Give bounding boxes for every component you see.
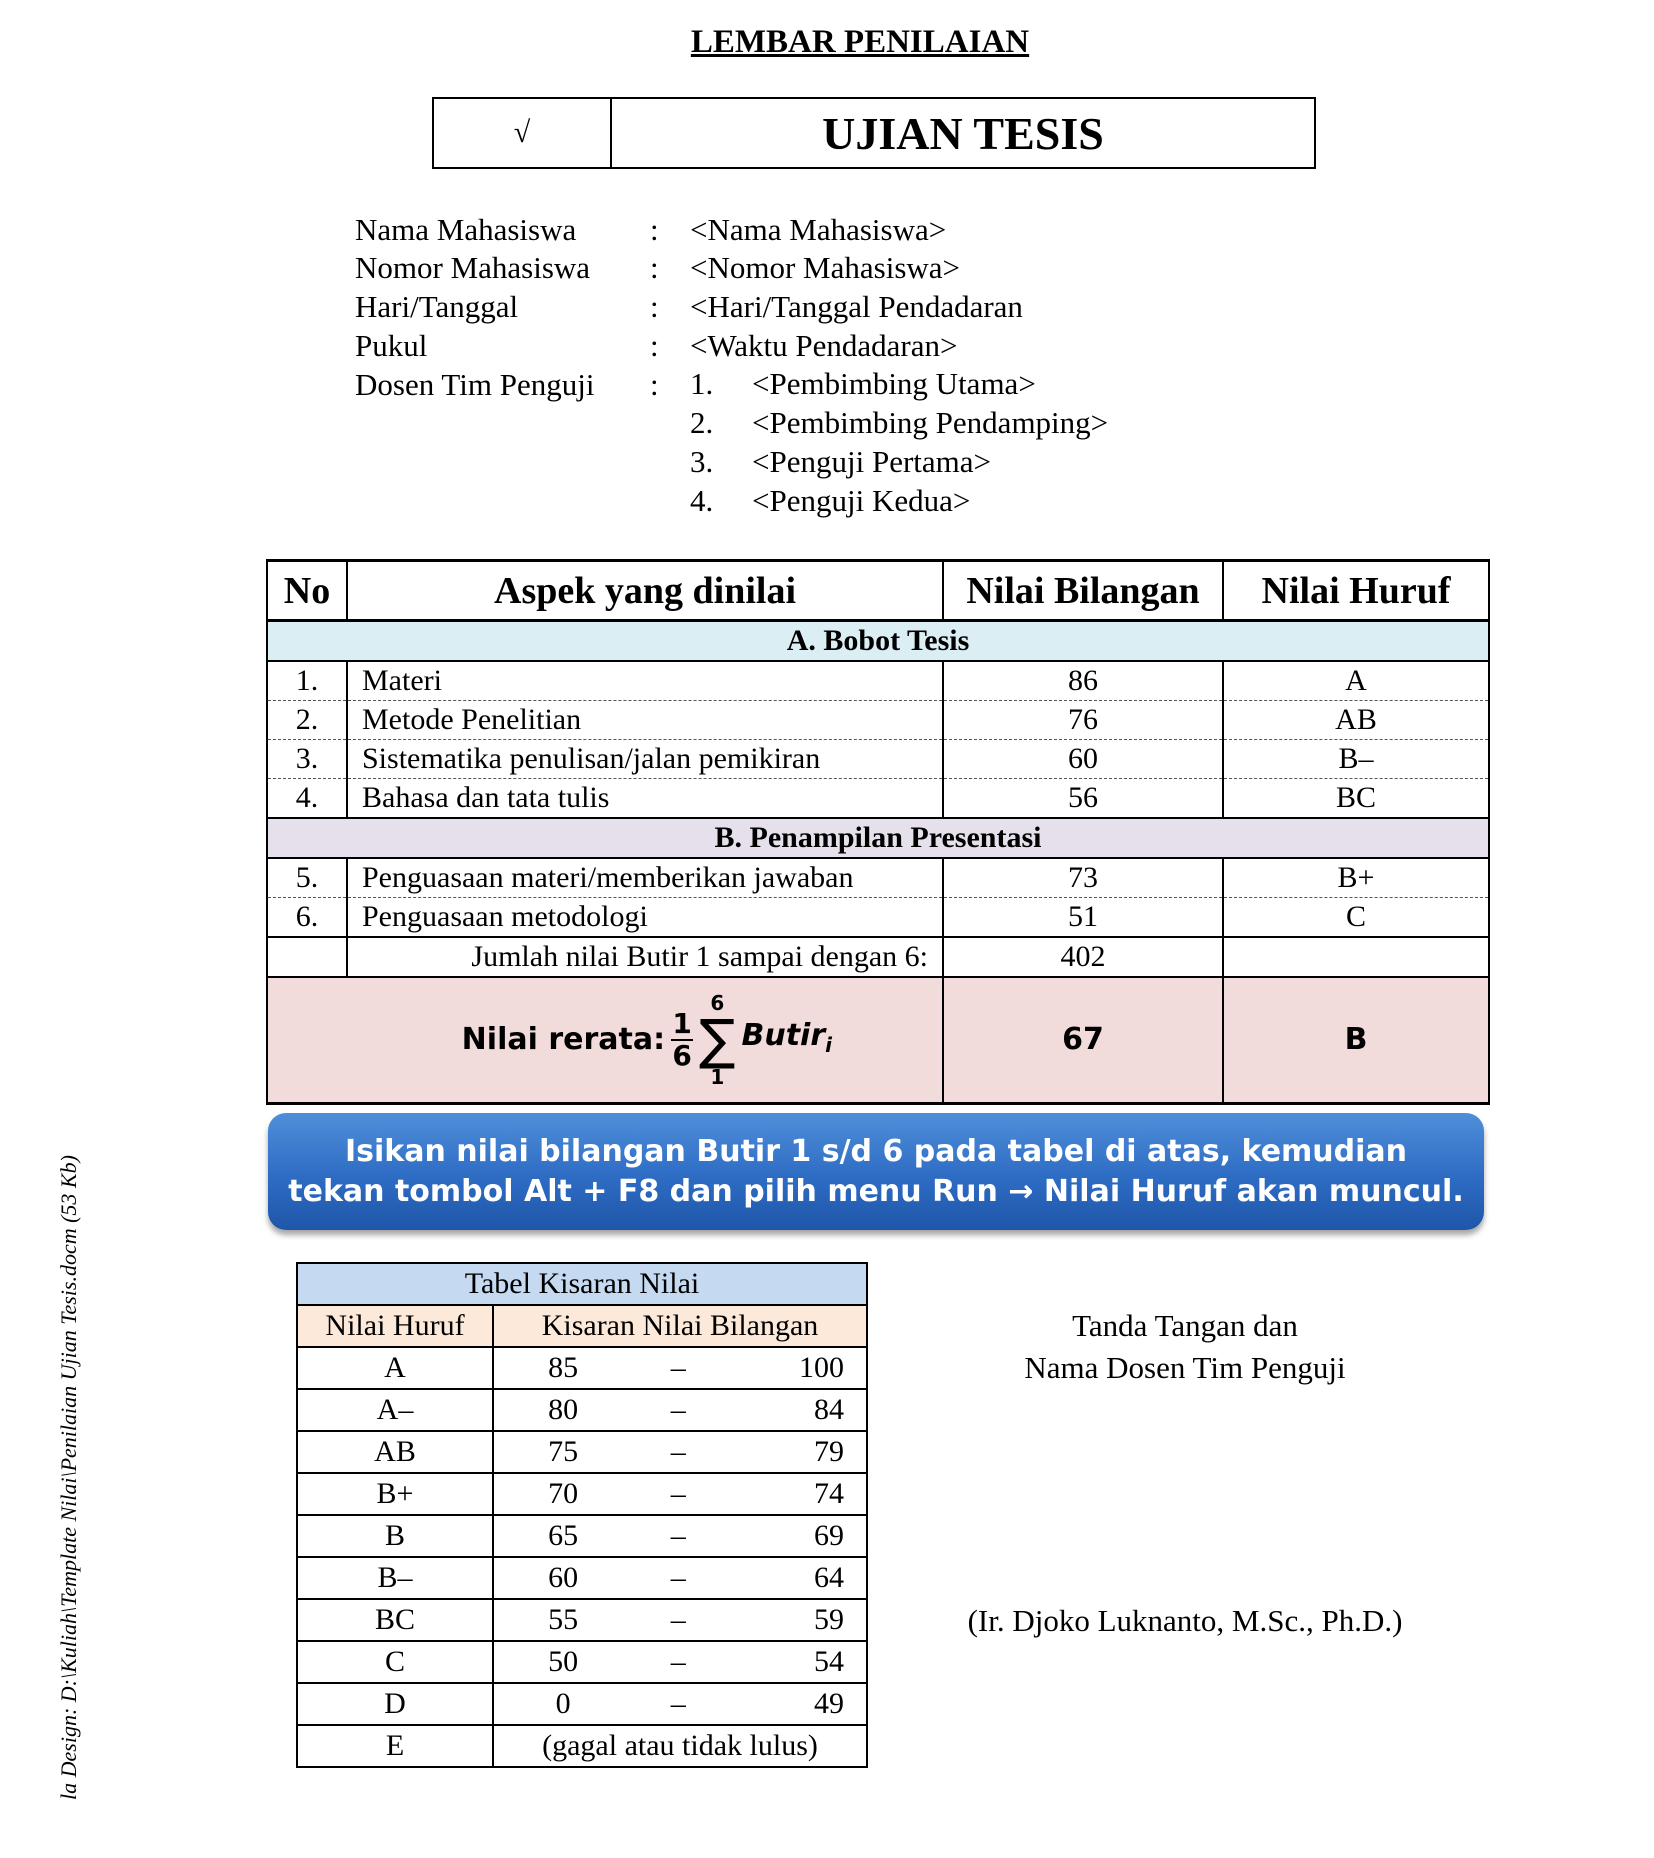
banner-line-1: Isikan nilai bilangan Butir 1 s/d 6 pada tabel di atas, kemudian [344,1133,1408,1169]
sum-upper-limit: 6 [710,991,725,1015]
exam-name: UJIAN TESIS [822,107,1104,159]
section-b-title: B. Penampilan Presentasi [267,818,1489,858]
sigma-icon: ∑ [699,1008,736,1071]
range-cell [493,1473,867,1515]
range-min: 50 [548,1645,579,1678]
sum-term-subscript: i [825,1032,832,1057]
info-colon: : [650,250,659,285]
average-label-cell [267,977,943,1104]
summation [699,993,735,1087]
examiner-name: <Pembimbing Utama> [752,366,1036,401]
range-letter: AB [297,1431,493,1473]
section-b-row [267,818,1489,858]
total-label: Jumlah nilai Butir 1 sampai dengan 6: [347,937,943,977]
range-fail-text: (gagal atau tidak lulus) [493,1725,867,1767]
range-max: 84 [814,1393,844,1426]
range-max: 59 [814,1603,844,1636]
info-colon: : [650,289,659,324]
table-row [267,898,1489,938]
range-cell [493,1347,867,1389]
range-letter: B [297,1515,493,1557]
range-max: 54 [814,1645,844,1678]
examiner-name: <Pembimbing Pendamping> [752,405,1109,440]
grade-range-table [296,1262,868,1768]
examiner-item [690,405,1108,441]
info-label: Dosen Tim Penguji [355,367,595,402]
info-label: Nomor Mahasiswa [355,250,591,285]
row-aspect: Sistematika penulisan/jalan pemikiran [347,740,943,779]
examiner-number: 3. [690,444,714,479]
header-no: No [267,561,347,621]
table-row [267,661,1489,701]
row-no: 2. [267,701,347,740]
row-letter: B+ [1223,858,1489,898]
range-min: 65 [548,1519,579,1552]
examiner-item [690,366,1036,402]
range-letter: A [297,1347,493,1389]
total-value: 402 [943,937,1223,977]
range-min: 55 [548,1603,579,1636]
table-row [267,779,1489,819]
range-max: 64 [814,1561,844,1594]
header-range: Kisaran Nilai Bilangan [493,1305,867,1347]
range-dash: – [670,1435,686,1468]
table-row [297,1347,867,1389]
info-label: Pukul [355,328,428,363]
exam-type-box [432,97,1316,169]
signature-heading [990,1305,1380,1389]
header-letter: Nilai Huruf [1223,561,1489,621]
row-letter: C [1223,898,1489,938]
range-dash: – [670,1393,686,1426]
range-min: 60 [548,1561,579,1594]
average-formula [462,993,832,1087]
range-dash: – [670,1561,686,1594]
row-no: 1. [267,661,347,701]
table-row [297,1683,867,1725]
row-letter: BC [1223,779,1489,819]
range-table-header [297,1305,867,1347]
range-cell [493,1557,867,1599]
section-a-title: A. Bobot Tesis [267,621,1489,662]
range-dash: – [670,1687,686,1720]
average-row [267,977,1489,1104]
header-letter: Nilai Huruf [297,1305,493,1347]
total-row [267,937,1489,977]
row-aspect: Materi [347,661,943,701]
row-no: 5. [267,858,347,898]
fraction-denominator: 6 [672,1039,692,1072]
row-letter: A [1223,661,1489,701]
row-number-input[interactable]: 73 [943,858,1223,898]
range-letter: A– [297,1389,493,1431]
instruction-banner [268,1113,1484,1230]
total-letter-blank [1223,937,1489,977]
fraction-numerator: 1 [672,1007,692,1040]
average-value: 67 [943,977,1223,1104]
table-row [297,1431,867,1473]
header-aspect: Aspek yang dinilai [347,561,943,621]
row-aspect: Penguasaan materi/memberikan jawaban [347,858,943,898]
row-letter: AB [1223,701,1489,740]
score-table [266,559,1490,1105]
sum-term-name: Butir [741,1017,826,1053]
examiner-number: 2. [690,405,714,440]
info-colon: : [650,328,659,363]
row-number-input[interactable]: 51 [943,898,1223,938]
table-row [297,1389,867,1431]
examiner-item [690,444,991,480]
table-row [297,1473,867,1515]
signature-line-1: Tanda Tangan dan [1072,1308,1298,1343]
range-max: 69 [814,1519,844,1552]
file-path-note: la Design: D:\Kuliah\Template Nilai\Penilaian Ujian Tesis.docm (53 Kb) [56,1155,81,1800]
info-label: Nama Mahasiswa [355,212,577,247]
info-colon: : [650,212,659,247]
range-cell [493,1599,867,1641]
page-title: LEMBAR PENILAIAN [690,24,1030,60]
range-cell [493,1641,867,1683]
range-letter: D [297,1683,493,1725]
row-no: 4. [267,779,347,819]
section-a-row [267,621,1489,662]
average-label: Nilai rerata: [461,1022,666,1057]
average-letter: B [1223,977,1489,1104]
info-value: <Nama Mahasiswa> [690,212,947,247]
examiner-name: <Penguji Pertama> [752,444,992,479]
range-min: 80 [548,1393,579,1426]
table-row [267,701,1489,740]
sum-term [741,1017,832,1064]
signature-name: (Ir. Djoko Luknanto, M.Sc., Ph.D.) [967,1603,1403,1638]
range-dash: – [670,1351,686,1384]
info-value: <Nomor Mahasiswa> [690,250,961,285]
range-dash: – [670,1603,686,1636]
range-dash: – [670,1519,686,1552]
range-letter: C [297,1641,493,1683]
banner-line-2: tekan tombol Alt + F8 dan pilih menu Run → Nilai Huruf akan muncul. [288,1173,1464,1209]
info-value: <Waktu Pendadaran> [690,328,958,363]
range-min: 85 [548,1351,579,1384]
fraction [671,1009,693,1071]
range-min: 0 [555,1687,571,1720]
range-table-title: Tabel Kisaran Nilai [297,1263,867,1305]
info-value: <Hari/Tanggal Pendadaran [690,289,1023,324]
table-row [297,1641,867,1683]
range-letter: B+ [297,1473,493,1515]
range-cell [493,1683,867,1725]
row-aspect: Penguasaan metodologi [347,898,943,938]
range-max: 79 [814,1435,844,1468]
signature-line-2: Nama Dosen Tim Penguji [1024,1350,1346,1385]
examiner-name: <Penguji Kedua> [752,483,971,518]
examiner-number: 4. [690,483,714,518]
table-row [297,1515,867,1557]
range-min: 75 [548,1435,579,1468]
range-letter: B– [297,1557,493,1599]
range-table-title-row [297,1263,867,1305]
range-dash: – [670,1477,686,1510]
table-row [267,740,1489,779]
range-dash: – [670,1645,686,1678]
info-colon: : [650,367,659,402]
row-number-input[interactable]: 60 [943,740,1223,779]
row-number-input[interactable]: 76 [943,701,1223,740]
exam-check-mark: √ [434,99,612,167]
info-label: Hari/Tanggal [355,289,519,324]
header-number: Nilai Bilangan [943,561,1223,621]
table-row [297,1599,867,1641]
range-cell [493,1389,867,1431]
examiner-item [690,483,970,519]
range-max: 100 [799,1351,844,1384]
row-no: 3. [267,740,347,779]
row-aspect: Bahasa dan tata tulis [347,779,943,819]
table-row [267,858,1489,898]
row-no: 6. [267,898,347,938]
range-letter: E [297,1725,493,1767]
sum-lower-limit: 1 [710,1065,725,1089]
row-number-input[interactable]: 56 [943,779,1223,819]
table-row [297,1557,867,1599]
range-cell [493,1431,867,1473]
range-max: 49 [814,1687,844,1720]
range-max: 74 [814,1477,844,1510]
row-aspect: Metode Penelitian [347,701,943,740]
examiner-number: 1. [690,366,714,401]
row-number-input[interactable]: 86 [943,661,1223,701]
table-row [297,1725,867,1767]
score-table-header [267,561,1489,621]
range-min: 70 [548,1477,579,1510]
row-letter: B– [1223,740,1489,779]
range-cell [493,1515,867,1557]
total-blank [267,937,347,977]
range-letter: BC [297,1599,493,1641]
